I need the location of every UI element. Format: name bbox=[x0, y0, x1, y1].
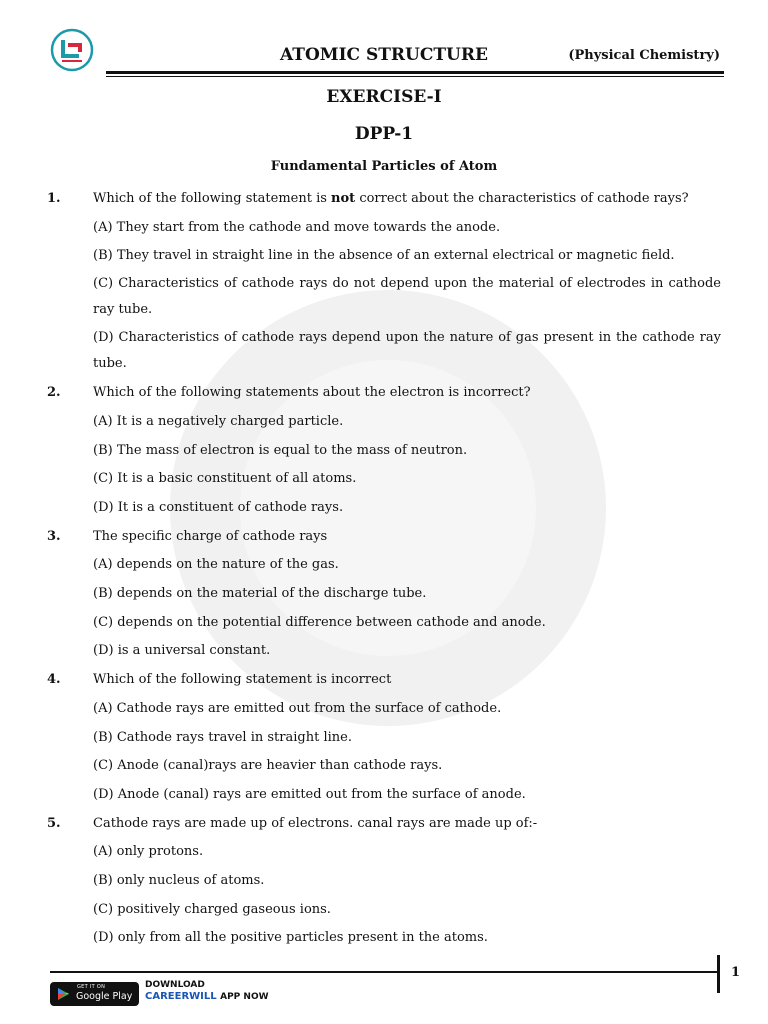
header-title: ATOMIC STRUCTURE bbox=[280, 45, 488, 65]
question-stem: The specific charge of cathode rays bbox=[93, 528, 328, 544]
option-a: (A) Cathode rays are emitted out from the surface of cathode. bbox=[93, 700, 502, 716]
footer-rule bbox=[50, 971, 720, 973]
question-number: 3. bbox=[47, 528, 61, 544]
option-c: (C) Characteristics of cathode rays do not depend upon the material of electrodes in cathode ray tube. bbox=[93, 276, 721, 318]
emphasis-not: not bbox=[331, 191, 356, 206]
question-5 bbox=[47, 810, 721, 954]
option-b: (B) Cathode rays travel in straight line. bbox=[93, 729, 352, 745]
question-stem: Which of the following statement is incorrect bbox=[93, 672, 392, 688]
section-title: Fundamental Particles of Atom bbox=[270, 159, 498, 174]
option-a: (A) It is a negatively charged particle. bbox=[93, 413, 344, 429]
question-1 bbox=[47, 185, 721, 377]
option-b: (B) They travel in straight line in the absence of an external electrical or magnetic field. bbox=[93, 248, 675, 264]
option-c: (C) positively charged gaseous ions. bbox=[93, 901, 331, 917]
google-play-icon bbox=[57, 987, 71, 1001]
question-number: 4. bbox=[47, 672, 61, 688]
question-3 bbox=[47, 523, 721, 667]
dpp-title: DPP-1 bbox=[354, 124, 414, 144]
question-2 bbox=[47, 379, 721, 523]
header-rule-thin bbox=[106, 76, 724, 77]
option-d: (D) only from all the positive particles present in the atoms. bbox=[93, 930, 488, 946]
google-play-badge[interactable] bbox=[50, 982, 139, 1006]
app-now-label: APP NOW bbox=[220, 992, 269, 1002]
badge-small-text: GET IT ON bbox=[77, 984, 106, 990]
question-stem: Which of the following statements about the electron is incorrect? bbox=[93, 385, 531, 401]
option-a: (A) depends on the nature of the gas. bbox=[93, 557, 339, 573]
header-rule bbox=[106, 71, 724, 74]
option-c: (C) depends on the potential difference between cathode and anode. bbox=[93, 614, 546, 630]
option-b: (B) The mass of electron is equal to the mass of neutron. bbox=[93, 442, 468, 458]
brand-name: CAREERWILL bbox=[145, 991, 217, 1002]
option-d: (D) Characteristics of cathode rays depend upon the nature of gas present in the cathode ray tube. bbox=[93, 330, 721, 372]
brand-line bbox=[145, 991, 269, 1002]
question-list bbox=[47, 185, 721, 953]
option-d: (D) Anode (canal) rays are emitted out from the surface of anode. bbox=[93, 786, 526, 802]
badge-store-name: Google Play bbox=[76, 991, 133, 1002]
option-d: (D) is a universal constant. bbox=[93, 643, 271, 659]
question-4 bbox=[47, 666, 721, 810]
question-number: 2. bbox=[47, 385, 61, 401]
option-c: (C) It is a basic constituent of all atoms. bbox=[93, 471, 357, 487]
exercise-title: EXERCISE-I bbox=[326, 87, 442, 107]
header-subject: (Physical Chemistry) bbox=[568, 48, 720, 63]
footer-divider bbox=[717, 955, 720, 993]
question-number: 1. bbox=[47, 191, 61, 206]
option-a: (A) They start from the cathode and move towards the anode. bbox=[93, 219, 501, 235]
page-number: 1 bbox=[731, 965, 741, 980]
option-b: (B) only nucleus of atoms. bbox=[93, 873, 265, 889]
question-stem: Cathode rays are made up of electrons. canal rays are made up of:- bbox=[93, 815, 538, 831]
option-d: (D) It is a constituent of cathode rays. bbox=[93, 499, 344, 515]
question-stem: Which of the following statement is not correct about the characteristics of cathode rays? bbox=[93, 191, 689, 206]
option-a: (A) only protons. bbox=[93, 844, 204, 860]
download-label: DOWNLOAD bbox=[145, 980, 205, 990]
option-c: (C) Anode (canal)rays are heavier than cathode rays. bbox=[93, 758, 443, 774]
question-number: 5. bbox=[47, 815, 61, 831]
option-b: (B) depends on the material of the discharge tube. bbox=[93, 586, 427, 602]
